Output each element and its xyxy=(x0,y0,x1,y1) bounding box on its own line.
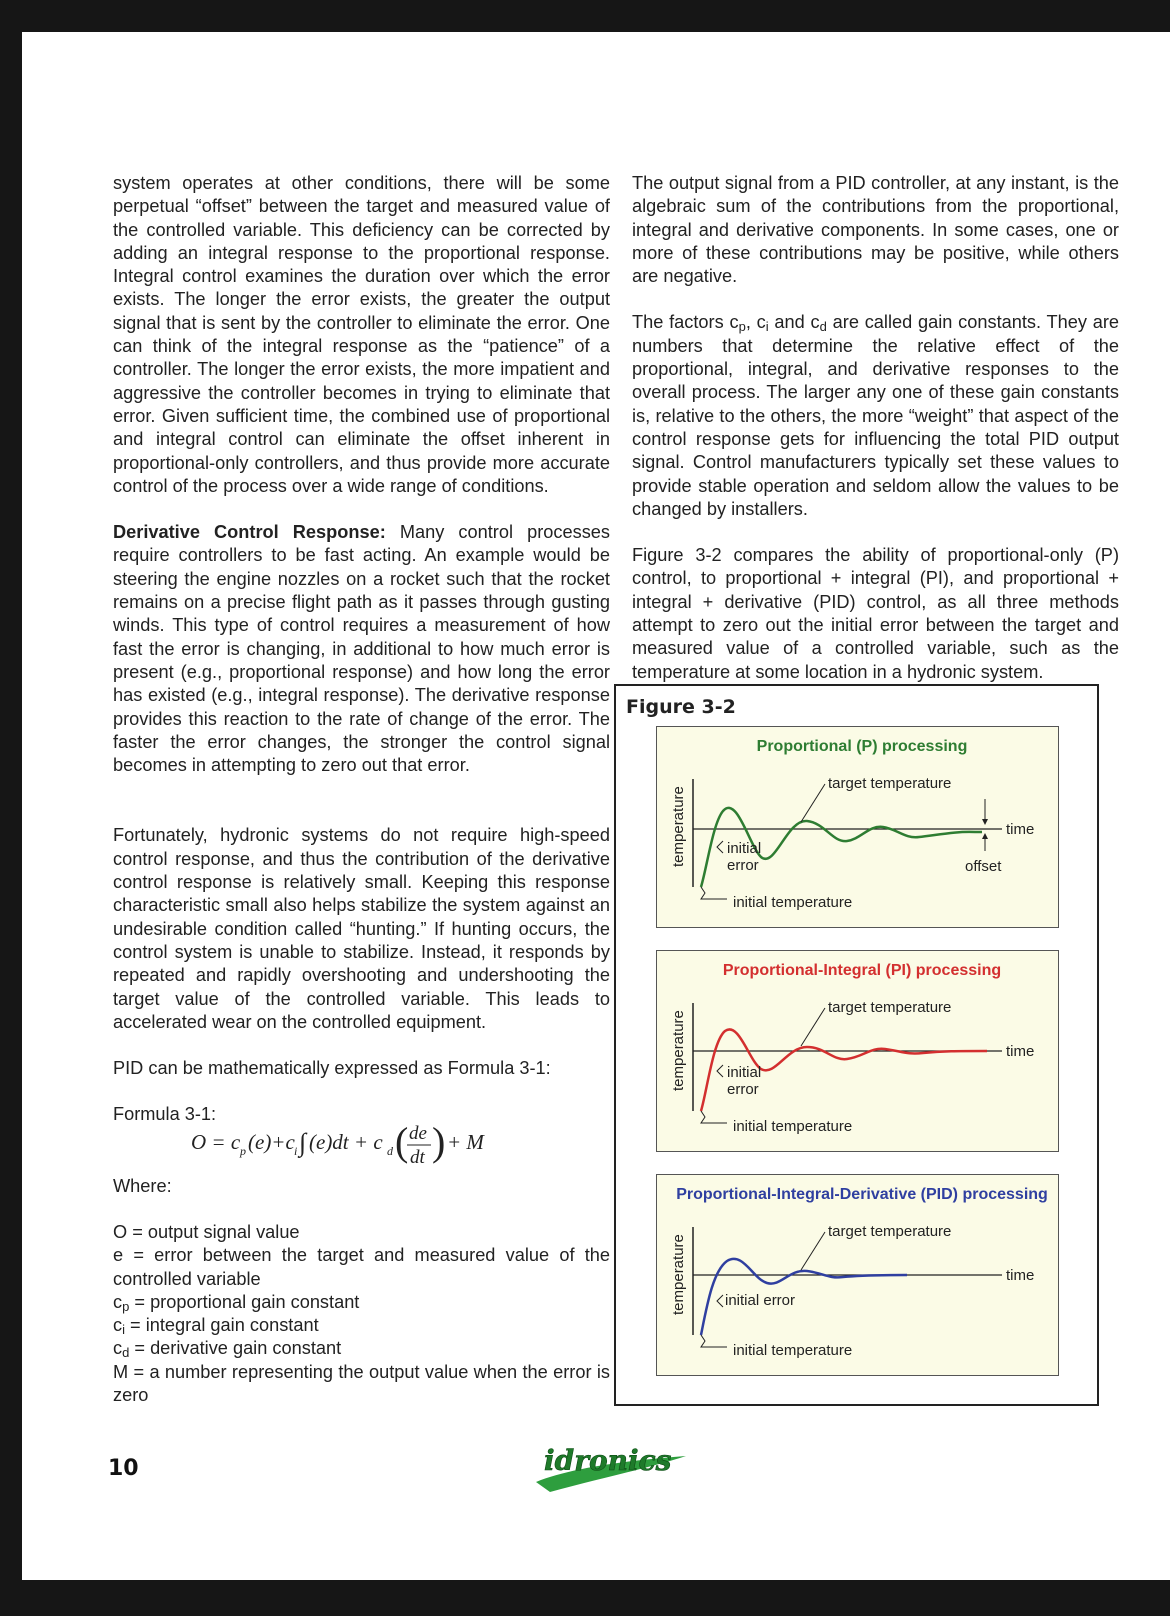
logo-text: idronics xyxy=(544,1444,672,1477)
initial-error-label-2: error xyxy=(727,1081,759,1098)
initial-error-label: initial error xyxy=(725,1292,796,1309)
panel-pid xyxy=(656,1174,1059,1376)
svg-text:+ M: + M xyxy=(447,1129,484,1154)
y-axis-label: temperature xyxy=(670,1010,687,1091)
svg-text:dt: dt xyxy=(410,1146,425,1168)
y-axis-label: temperature xyxy=(670,786,687,867)
def-error: e = error between the target and measured value of the controlled variable xyxy=(113,1245,610,1289)
svg-text:∫: ∫ xyxy=(299,1127,307,1157)
idronics-logo xyxy=(530,1438,690,1494)
paragraph-derivative xyxy=(113,521,610,777)
target-pointer xyxy=(801,784,825,822)
def-output: O = output signal value xyxy=(113,1221,300,1242)
target-temperature-label: target temperature xyxy=(828,1223,952,1240)
figure-title: Figure 3-2 xyxy=(626,696,736,718)
svg-text:p: p xyxy=(240,1143,246,1158)
initial-error-label-1: initial xyxy=(727,840,762,857)
svg-text:(e)+c: (e)+c xyxy=(248,1129,295,1154)
panel-proportional-integral xyxy=(656,950,1059,1152)
offset-label: offset xyxy=(965,858,1002,875)
svg-text:de: de xyxy=(409,1122,427,1144)
target-pointer xyxy=(801,1008,825,1046)
svg-text:d: d xyxy=(387,1143,393,1158)
svg-text:(: ( xyxy=(395,1118,409,1164)
y-axis-label: temperature xyxy=(670,1234,687,1315)
derivative-heading: Derivative Control Response: xyxy=(113,522,386,543)
def-cp: $c_p$ = proportional gain constant xyxy=(113,1291,360,1314)
def-ci: $c_i$ = integral gain constant xyxy=(113,1315,319,1338)
time-label: time xyxy=(1006,1043,1035,1060)
figure-3-2 xyxy=(614,684,1099,1406)
initial-error-label-1: initial xyxy=(727,1064,762,1081)
derivative-body: Many control processes require controllers to be fast acting. An example would be steering the engine nozzles on a rocket such that the rocket remains on a precise flight path as it passes through gusting winds. This type of control requires a measurement of how fast the error is changing, in additional to how much error is present (e.g., proportional response) and how long the error has existed (e.g., integral response). The derivative response provides this reaction to the rate of change of the error. The faster the error changes, the stronger the control signal becomes in attempting to zero out that error. xyxy=(113,522,610,776)
initial-error-label-2: error xyxy=(727,857,759,874)
initial-temperature-label: initial temperature xyxy=(733,1118,853,1135)
page-number: 10 xyxy=(108,1456,139,1481)
panel-title: Proportional (P) processing xyxy=(756,738,968,755)
formula-label: Formula 3-1: xyxy=(113,1104,217,1125)
right-column xyxy=(632,172,1119,684)
left-column xyxy=(113,172,610,1407)
paragraph-integral: system operates at other conditions, there will be some perpetual “offset” between the target and measured value of the controlled variable. This deficiency can be corrected by adding an integral response to the proportional response. Integral control examines the duration over which the error exists. The longer the error exists, the greater the output signal that is sent by the controller to eliminate the error. One can think of the integral response as the “patience” of a controller. The longer the error exists, the more impatient and aggressive the controller becomes in trying to eliminate that error. Given sufficient time, the combined use of proportional and integral control can eliminate the offset inherent in proportional-only controllers, and thus provide more accurate control of the process over a wide range of conditions. xyxy=(113,173,610,496)
svg-text:(e)dt + c: (e)dt + c xyxy=(309,1129,383,1154)
paragraph-figure-intro: Figure 3-2 compares the ability of proportional-only (P) control, to proportional + integral (PI), and proportional + integral + derivative (PID) control, as all three methods attempt to zero out the initial error between the target and measured value of a controlled variable, such as the temperature at some location in a hydronic system. xyxy=(632,545,1119,682)
formula-3-1 xyxy=(113,1118,610,1175)
time-label: time xyxy=(1006,821,1035,838)
panel-proportional xyxy=(656,726,1059,928)
def-m: M = a number representing the output value when the error is zero xyxy=(113,1361,610,1406)
def-cd: $c_d$ = derivative gain constant xyxy=(113,1338,342,1361)
paragraph-pid-expression: PID can be mathematically expressed as Formula 3-1: xyxy=(113,1058,551,1079)
where-label: Where: xyxy=(113,1175,172,1196)
initial-temperature-label: initial temperature xyxy=(733,894,853,911)
initial-temperature-label: initial temperature xyxy=(733,1342,853,1359)
time-label: time xyxy=(1006,1267,1035,1284)
document-page xyxy=(22,32,1170,1580)
paragraph-output-signal: The output signal from a PID controller, at any instant, is the algebraic sum of the contributions from the proportional, integral and derivative components. In some cases, one or more of these contributions may be positive, while others are negative. xyxy=(632,173,1119,287)
svg-text:i: i xyxy=(294,1143,298,1158)
formula-equation: O = c xyxy=(191,1129,241,1154)
paragraph-hunting: Fortunately, hydronic systems do not require high-speed control response, and thus the contribution of the derivative control response is relatively small. Keeping this response characteristic small also helps stabilize the system against an undesirable condition called “hunting.” If hunting occurs, the control system is unable to stabilize. Instead, it responds by repeated and rapidly overshooting and undershooting the target value of the controlled variable. This leads to accelerated wear on the controlled equipment. xyxy=(113,825,610,1032)
panel-title: Proportional-Integral-Derivative (PID) processing xyxy=(676,1186,1048,1203)
target-temperature-label: target temperature xyxy=(828,775,952,792)
target-temperature-label: target temperature xyxy=(828,999,952,1016)
panel-title: Proportional-Integral (PI) processing xyxy=(722,962,1002,979)
paragraph-gain-constants: The factors $c_p$, $c_i$ and $c_d$ are called gain constants. They are numbers that determine the relative effect of the proportional, integral, and derivative responses to the overall process. The larger any one of these gain constants is, relative to the others, the more “weight” that aspect of the control response gets for influencing the total PID output signal. Control manufacturers typically set these values to provide stable operation and seldom allow the values to be changed by installers. xyxy=(632,312,1120,519)
target-pointer xyxy=(801,1232,825,1270)
svg-text:): ) xyxy=(432,1118,446,1164)
